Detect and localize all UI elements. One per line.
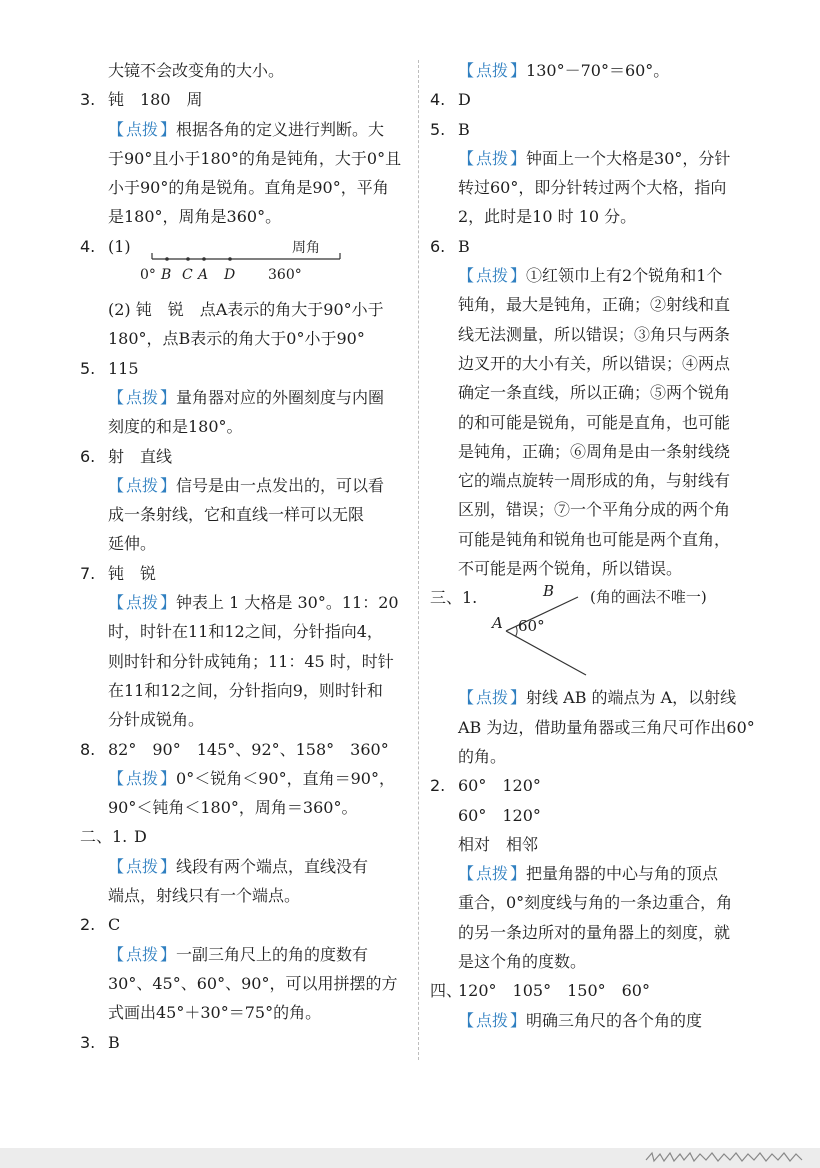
s3-q2-answer: 2. 60° 120° <box>430 776 541 796</box>
continued-text: 大镜不会改变角的大小。 <box>108 61 285 80</box>
angle-value: 60° <box>518 617 545 636</box>
s3-q2-answer-3: 相对 相邻 <box>458 834 539 854</box>
a-label: A <box>198 267 209 284</box>
s3-q2-note-line: 的另一条边所对的量角器上的刻度，就 <box>458 922 731 942</box>
c-label: C <box>182 267 193 284</box>
s4-note: 【 点拨 】明确三角尺的各个角的度 <box>458 1010 703 1030</box>
r-q6-note-line: 它的端点旋转一周形成的角，与射线有 <box>458 471 731 491</box>
end-value: 360° <box>268 267 302 284</box>
point-a-label: A <box>492 614 503 633</box>
angle-figure <box>430 583 760 683</box>
q7-answer: 7. 钝 锐 <box>80 563 157 583</box>
r-q4-answer: 4. D <box>430 90 471 110</box>
r-q6-note-line: 边叉开的大小有关，所以错误；④两点 <box>458 353 731 373</box>
number-line-figure <box>150 245 350 279</box>
r-q6-note-line: 的和可能是锐角，可能是直角，也可能 <box>458 412 731 432</box>
q8-note: 【 点拨 】0°＜锐角＜90°，直角＝90°， <box>108 768 395 788</box>
column-divider <box>418 60 419 1060</box>
r-q6-note-line: 钝角，最大是钝角，正确；②射线和直 <box>458 295 731 315</box>
r-q6-note-line: 确定一条直线，所以正确；⑤两个锐角 <box>458 383 731 403</box>
r-q5-note-line: 转过60°，即分针转过两个大格，指向 <box>458 178 727 198</box>
q6-note: 【 点拨 】信号是由一点发出的，可以看 <box>108 475 385 495</box>
r-q5-note: 【 点拨 】钟面上一个大格是30°，分针 <box>458 148 731 168</box>
r-q5-note-line: 2，此时是10 时 10 分。 <box>458 207 637 227</box>
s2-q2-answer: 2. C <box>80 915 121 935</box>
number-line <box>108 240 405 295</box>
d-label: D <box>224 267 236 284</box>
q3-note: 【 点拨 】根据各角的定义进行判断。大 <box>108 119 385 139</box>
s2-q2-note: 【 点拨 】一副三角尺上的角的度数有 <box>108 944 369 964</box>
q4-answer: 4. (1) <box>80 236 131 256</box>
s3-q1-note-line: AB 为边，借助量角器或三角尺可作出60° <box>458 717 755 737</box>
left-column <box>80 56 405 1057</box>
s3-q2-note-line: 是这个角的度数。 <box>458 952 587 972</box>
q6-note-line: 延伸。 <box>108 534 157 554</box>
figure-caption: (角的画法不唯一) <box>590 588 707 607</box>
q3-note-line: 是180°，周角是360°。 <box>108 207 282 227</box>
q6-note-line: 成一条射线，它和直线一样可以无限 <box>108 505 365 525</box>
r-q6-note-line: 不可能是两个锐角，所以错误。 <box>458 559 683 579</box>
r0-note: 【 点拨 】130°－70°＝60°。 <box>458 61 670 80</box>
bottom-bar <box>0 1148 820 1168</box>
q5-answer: 5. 115 <box>80 358 139 378</box>
r-q6-note: 【 点拨 】①红领巾上有2个锐角和1个 <box>458 266 723 286</box>
q7-note-line: 分针成锐角。 <box>108 710 205 730</box>
s3-q1-number: 三、1. <box>430 588 478 608</box>
s3-q2-answer-2: 60° 120° <box>458 805 541 825</box>
q4-part2: (2) 钝 锐 点A表示的角大于90°小于 <box>108 300 384 320</box>
q7-note: 【 点拨 】钟表上 1 大格是 30°。11：20 <box>108 593 399 613</box>
r-q6-note-line: 线无法测量，所以错误；③角只与两条 <box>458 324 731 344</box>
q3-note-line: 小于90°的角是锐角。直角是90°，平角 <box>108 178 389 198</box>
q6-answer: 6. 射 直线 <box>80 446 173 466</box>
end-label: 周角 <box>292 240 320 257</box>
s2-q3-answer: 3. B <box>80 1032 120 1052</box>
zero-label: 0° <box>140 267 156 284</box>
s3-q1-note-line: 的角。 <box>458 746 507 766</box>
s2-q1-note: 【 点拨 】线段有两个端点，直线没有 <box>108 856 369 876</box>
q7-note-line: 时，时针在11和12之间，分针指向4， <box>108 622 383 642</box>
s3-q2-note: 【 点拨 】把量角器的中心与角的顶点 <box>458 864 719 884</box>
s2-q1-note-line: 端点，射线只有一个端点。 <box>108 886 301 906</box>
q8-answer: 8. 82° 90° 145°、92°、158° 360° <box>80 739 389 759</box>
q4-part2: 180°，点B表示的角大于0°小于90° <box>108 329 365 349</box>
q8-note-line: 90°＜钝角＜180°，周角＝360°。 <box>108 798 358 818</box>
s3-q2-note-line: 重合，0°刻度线与角的一条边重合，角 <box>458 893 733 913</box>
q5-note: 【 点拨 】量角器对应的外圈刻度与内圈 <box>108 387 385 407</box>
s4-answer: 四、120° 105° 150° 60° <box>430 981 650 1001</box>
r-q5-answer: 5. B <box>430 119 470 139</box>
r-q6-answer: 6. B <box>430 236 470 256</box>
b-label: B <box>161 267 172 284</box>
s3-q1-note: 【 点拨 】射线 AB 的端点为 A，以射线 <box>458 688 737 708</box>
r-q6-note-line: 区别，错误；⑦一个平角分成的两个角 <box>458 500 731 520</box>
q3-answer: 3. 钝 180 周 <box>80 90 203 110</box>
q3-note-line: 于90°且小于180°的角是钝角，大于0°且 <box>108 148 402 168</box>
point-b-label: B <box>543 582 555 601</box>
s2-q2-note-line: 30°、45°、60°、90°，可以用拼摆的方 <box>108 973 398 993</box>
angle-arc <box>516 627 517 637</box>
r-q6-note-line: 可能是钝角和锐角也可能是两个直角， <box>458 529 731 549</box>
r-q6-note-line: 是钝角，正确；⑥周角是由一条射线绕 <box>458 441 731 461</box>
q5-note-line: 刻度的和是180°。 <box>108 417 243 437</box>
s2-q1-answer: 二、1. D <box>80 827 147 847</box>
q7-note-line: 在11和12之间，分针指向9，则时针和 <box>108 680 383 700</box>
watermark-signature <box>644 1150 804 1164</box>
right-column <box>430 56 760 1035</box>
hint-tag: 【 点拨 】 <box>108 119 177 139</box>
s2-q2-note-line: 式画出45°＋30°＝75°的角。 <box>108 1003 322 1023</box>
q7-note-line: 则时针和分针成钝角；11：45 时，时针 <box>108 651 394 671</box>
